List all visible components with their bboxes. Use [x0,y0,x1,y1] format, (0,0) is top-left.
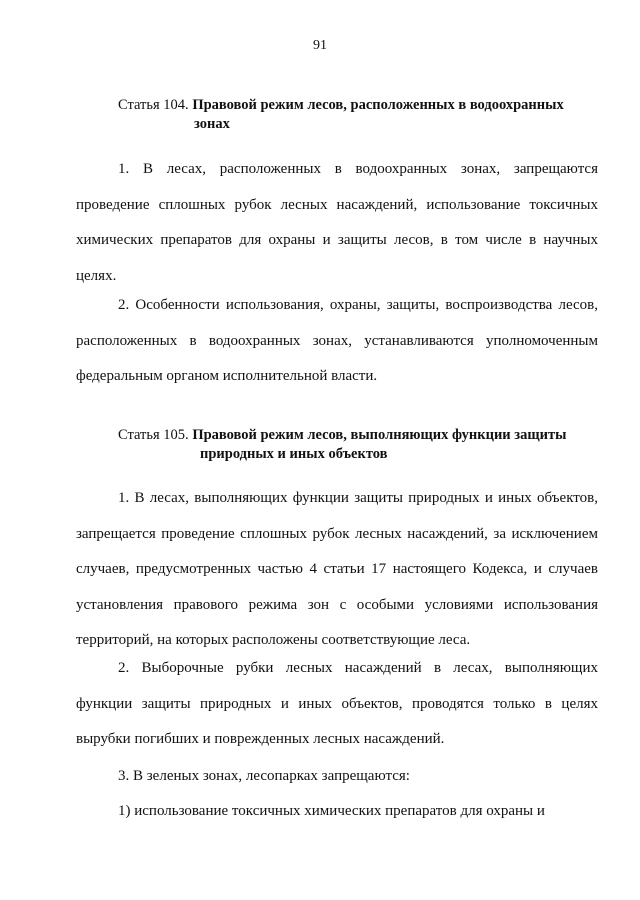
article-105-title-line2: природных и иных объектов [200,446,388,462]
article-104-paragraph-1: 1. В лесах, расположенных в водоохранных зонах, запрещаются проведение сплошных рубок лесных насаждений, использование токсичных химических препаратов для охраны и защиты лесов, в том числе в научных целях. [76,161,598,284]
article-105-paragraph-4: 1) использование токсичных химических препаратов для охраны и [118,803,545,819]
article-105-paragraph-2: 2. Выборочные рубки лесных насаждений в лесах, выполняющих функции защиты природных и иных объектов, проводятся только в целях вырубки погибших и поврежденных лесных насаждений. [76,660,598,747]
article-105-heading [118,426,600,464]
article-104-heading-line1 [118,96,600,115]
article-104-label: Статья 104. [118,97,189,113]
article-105-paragraph-1: 1. В лесах, выполняющих функции защиты природных и иных объектов, запрещается проведение сплошных рубок лесных насаждений, за исключением случаев, предусмотренных частью 4 статьи 17 настоящего Кодекса, и случаев установления правового режима зон с особыми условиями использования территорий, на которых расположены соответствующие леса. [76,490,598,648]
article-105-paragraph-3: 3. В зеленых зонах, лесопарках запрещаются: [118,768,410,784]
article-104-title-line2: зонах [194,116,230,132]
article-104-paragraph-2: 2. Особенности использования, охраны, защиты, воспроизводства лесов, расположенных в водоохранных зонах, устанавливаются уполномоченным федеральным органом исполнительной власти. [76,297,598,384]
article-105-label: Статья 105. [118,427,189,443]
article-104-title-line1: Правовой режим лесов, расположенных в водоохранных [192,97,564,113]
article-105-title-line1: Правовой режим лесов, выполняющих функции защиты [192,427,567,443]
article-105-heading-line1 [118,426,600,445]
page-number: 91 [313,38,327,53]
article-104-heading [118,96,600,134]
